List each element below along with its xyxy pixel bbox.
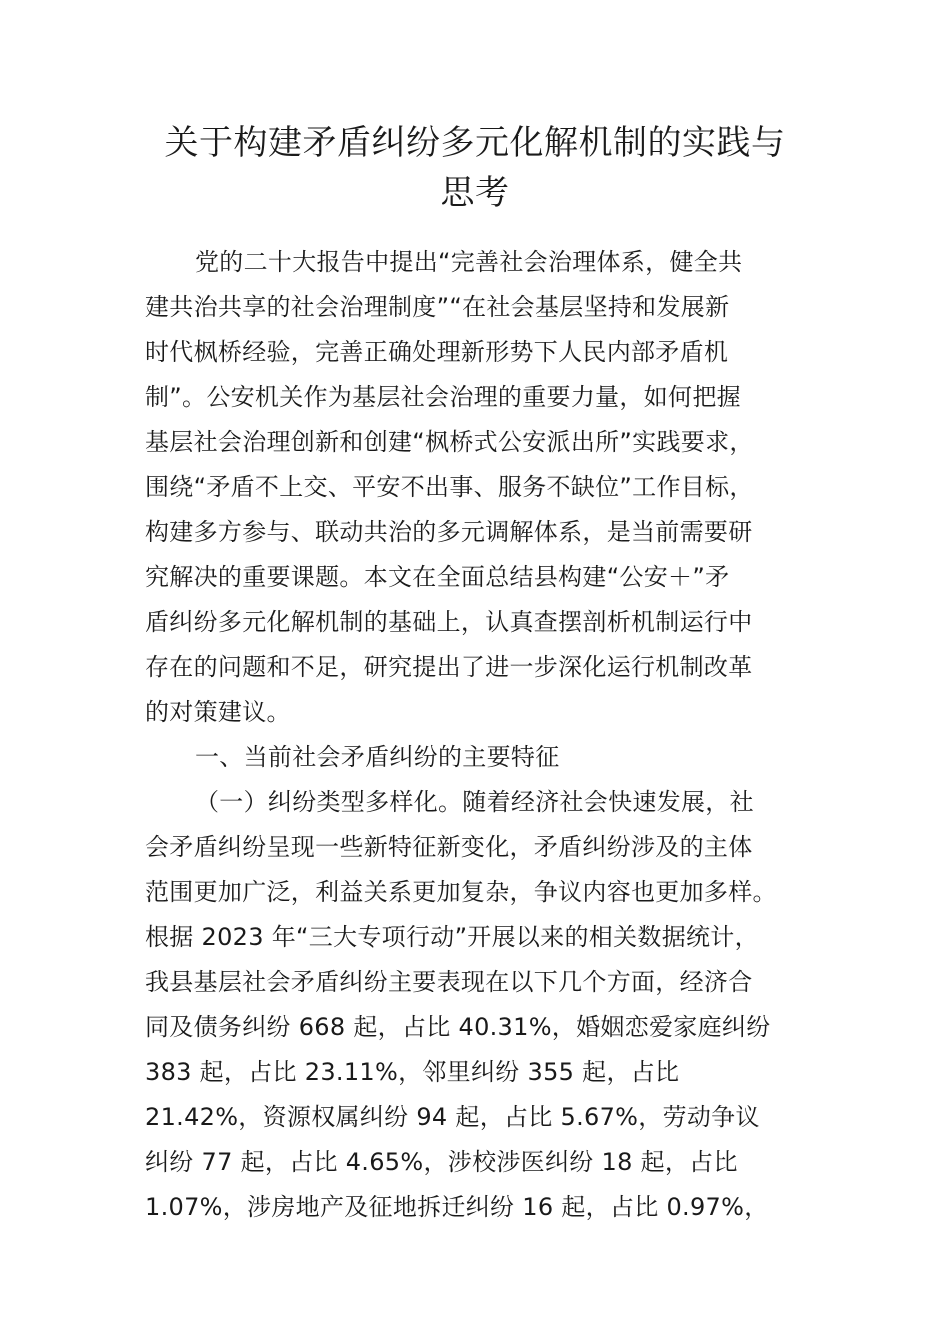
paragraph-line: 建共治共享的社会治理制度”“在社会基层坚持和发展新 bbox=[145, 293, 730, 321]
paragraph-line: 范围更加广泛，利益关系更加复杂，争议内容也更加多样。 bbox=[145, 878, 777, 906]
document-title bbox=[100, 118, 850, 218]
paragraph-line: 究解决的重要课题。本文在全面总结县构建“公安＋”矛 bbox=[145, 563, 730, 591]
paragraph-line: 21.42%，资源权属纠纷 94 起，占比 5.67%，劳动争议 bbox=[145, 1103, 760, 1131]
paragraph-line: 会矛盾纠纷呈现一些新特征新变化，矛盾纠纷涉及的主体 bbox=[145, 833, 753, 861]
title-line-2: 思考 bbox=[440, 173, 510, 213]
paragraph-line: （一）纠纷类型多样化。随着经济社会快速发展，社 bbox=[195, 788, 754, 816]
paragraph-line: 同及债务纠纷 668 起，占比 40.31%，婚姻恋爱家庭纠纷 bbox=[145, 1013, 771, 1041]
paragraph-line: 1.07%，涉房地产及征地拆迁纠纷 16 起，占比 0.97%， bbox=[145, 1193, 769, 1221]
paragraph-line: 我县基层社会矛盾纠纷主要表现在以下几个方面，经济合 bbox=[145, 968, 753, 996]
paragraph-line: 党的二十大报告中提出“完善社会治理体系，健全共 bbox=[195, 248, 743, 276]
section-heading: 一、当前社会矛盾纠纷的主要特征 bbox=[195, 743, 560, 771]
paragraph-line: 构建多方参与、联动共治的多元调解体系，是当前需要研 bbox=[145, 518, 753, 546]
paragraph-line: 的对策建议。 bbox=[145, 698, 291, 726]
paragraph-line: 纠纷 77 起，占比 4.65%，涉校涉医纠纷 18 起，占比 bbox=[145, 1148, 738, 1176]
paragraph-line: 围绕“矛盾不上交、平安不出事、服务不缺位”工作目标， bbox=[145, 473, 754, 501]
title-line-1: 关于构建矛盾纠纷多元化解机制的实践与 bbox=[164, 123, 786, 163]
paragraph-line: 383 起，占比 23.11%，邻里纠纷 355 起，占比 bbox=[145, 1058, 680, 1086]
paragraph-line: 制”。公安机关作为基层社会治理的重要力量，如何把握 bbox=[145, 383, 741, 411]
paragraph-line: 根据 2023 年“三大专项行动”开展以来的相关数据统计， bbox=[145, 923, 759, 951]
document-body bbox=[145, 240, 805, 1230]
paragraph-line: 盾纠纷多元化解机制的基础上，认真查摆剖析机制运行中 bbox=[145, 608, 753, 636]
paragraph-line: 时代枫桥经验，完善正确处理新形势下人民内部矛盾机 bbox=[145, 338, 729, 366]
paragraph-line: 基层社会治理创新和创建“枫桥式公安派出所”实践要求， bbox=[145, 428, 754, 456]
paragraph-line: 存在的问题和不足，研究提出了进一步深化运行机制改革 bbox=[145, 653, 753, 681]
